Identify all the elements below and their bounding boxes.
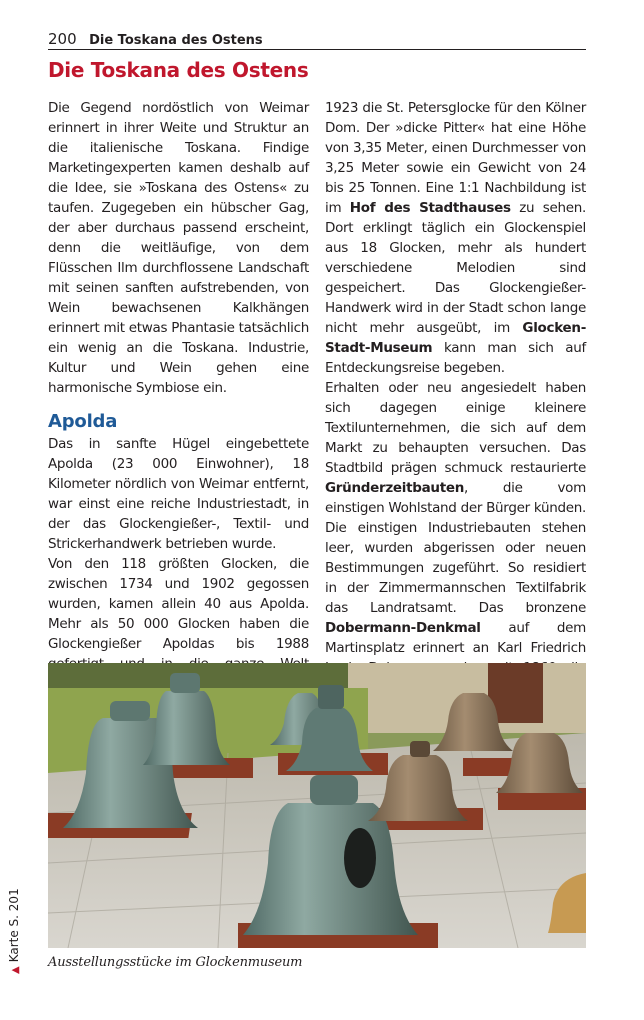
apolda-paragraph-2: Von den 118 größten Glocken, die zwischen 1734 und 1902 gegossen wurden, kamen allein 40 aus Apolda. Mehr als 50 000 Glocken haben die Glockengießer Apoldas bis 1988	[48, 556, 309, 652]
triangle-marker-icon: ▲	[10, 966, 21, 974]
intro-paragraph: Die Gegend nordöstlich von Weimar erinnert in ihrer Weite und Struktur an die italienische Toskana. Findige Marketingexperten kamen deshalb auf die Idee, sie »Toskana des Ostens« zu taufen. Zugegeben ein hübscher Gag, der aber durchaus passend erscheint, denn die weitläufige, von dem Flüsschen Ilm durchflossene Landschaft mit seinen sanften aufstrebenden, von Wein bewachsenen Kalkhängen erinnert mit etwas Phantasie tatsächlich ein wenig an die Toskana. Industrie, Kultur und Wein gehen eine harmonische Symbiose ein.	[48, 100, 309, 396]
text-run: kann man sich auf Entdeckungsreise begeben.	[325, 340, 586, 376]
photo-caption: Ausstellungsstücke im Glockenmuseum	[48, 955, 303, 970]
highlight-hof-des-stadthauses: Hof des Stadthauses	[349, 200, 511, 216]
running-head-title: Die Toskana des Ostens	[89, 33, 263, 48]
left-column	[48, 98, 309, 694]
map-reference	[4, 888, 24, 974]
text-run: Erhalten oder neu angesiedelt haben sich dagegen einige kleinere Textilunternehmen, die sich auf dem Markt zu behaupten versuchen. Das Stadtbild prägen schmuck restaurierte	[325, 380, 586, 476]
running-head	[48, 30, 586, 50]
chapter-title: Die Toskana des Ostens	[48, 58, 309, 82]
text-run: auf dem Martinsplatz erinnert an Karl Friedrich	[325, 620, 586, 656]
section-title-apolda: Apolda	[48, 411, 118, 432]
apolda-paragraph-1: Das in sanfte Hügel eingebettete Apolda (23 000 Einwohner), 18 Kilometer nördlich von Weimar entfernt, war einst eine reiche Industriestadt, in der das Glockengießer-, Textil- und Strickerhandwerk betrieben wurde.	[48, 436, 309, 552]
right-column	[325, 98, 586, 718]
highlight-gruenderzeitbauten: Gründerzeitbauten	[325, 480, 465, 496]
text-run: 1923 die St. Petersglocke für den Kölner Dom. Der »dicke Pitter« hat eine Höhe von 3,35 Meter, einen Durchmesser von 3,25 Meter sowie ein Gewicht von 24 bis 25 Tonnen. Eine 1:1 Nachbildung ist im	[325, 100, 586, 216]
petersglocke-paragraph	[325, 98, 586, 378]
map-reference-text: Karte S. 201	[7, 888, 21, 963]
text-run: zu sehen. Dort erklingt täglich ein Glockenspiel aus 18 Glocken, mehr als hundert verschiedene Melodien sind gespeichert. Das Glockengießer-Handwerk wird in der Stadt schon lange nicht mehr ausgeübt, im	[325, 200, 587, 336]
highlight-dobermann-denkmal: Dobermann-Denkmal	[325, 620, 481, 636]
text-run: , die vom einstigen Wohlstand der Bürger künden. Die einstigen Industriebauten stehen leer, wurden abgerissen oder neuen Bestimmungen zugeführt. So residiert in der Zimmermannschen Textilfabrik das Landratsamt. Das bronzene	[325, 480, 586, 616]
highlight-glocken-stadt-museum: Glocken-Stadt-Museum	[325, 320, 586, 356]
page-number: 200	[48, 30, 77, 48]
bell-museum-photo	[48, 663, 586, 948]
